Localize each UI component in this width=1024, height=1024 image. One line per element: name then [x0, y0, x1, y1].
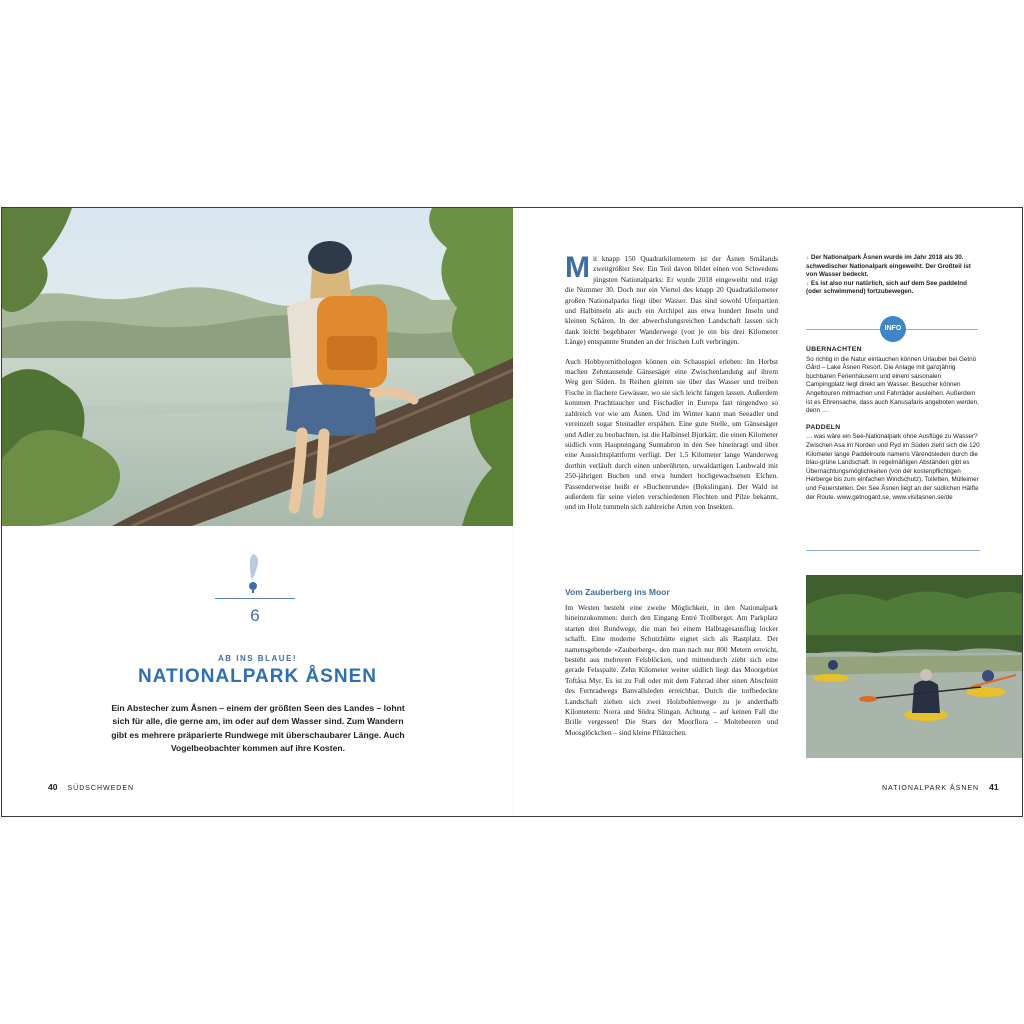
sidebar-text: So richtig in die Natur eintauchen können Urlauber bei Getnö Gård – Lake Åsnen Resort. Die Anlage mit ganzjährig buchbaren Ferienhäusern und einem saisonalen Campingplatz liegt direkt am Wasser. Besucher können Angeltouren mitmachen und Fahrräder ausleihen. Außerdem ist es Ehrensache, dass auch Kanusafaris angeboten werden, denn …	[806, 355, 979, 415]
sidebar-heading: PADDELN	[806, 423, 841, 431]
body-column-top	[565, 251, 778, 522]
caption-line: ↓ Der Nationalpark Åsnen wurde im Jahr 2018 als 30. schwedischer Nationalpark eingeweiht. Der Großteil ist von Wasser bedeckt.	[806, 254, 971, 279]
info-badge: INFO	[880, 316, 906, 342]
body-column-bottom	[565, 603, 778, 747]
chapter-number: 6	[250, 606, 260, 625]
arrow-icon: ↓	[806, 279, 810, 287]
page-title: NATIONALPARK ÅSNEN	[138, 666, 377, 687]
kayak-photo	[806, 575, 1023, 758]
sidebar-end-rule	[806, 550, 980, 551]
paragraph: Im Westen besteht eine zweite Möglichkeit, in den Nationalpark hineinzukommen: durch den Eingang Entré Trollberget. Am Parkplatz starten drei Rundwege, die man bei einem Halbtagesausflug locker schafft. Eine moderne Schutzhütte eignet sich als Rastplatz. Der namensgebende »Zauberberg«, den man nach nur 800 Metern erreicht, besteht aus mehreren Felsblöcken, und mittendurch zieht sich eine gerade Felsspalte. Zehn Kilometer weiter südlich liegt das Moorgebiet Toftåsa Myr. Es ist zu Fuß oder mit dem Fahrrad über einen Abschnitt des Fernradwegs Banvallsleden erreichbar. Durch die torfbedeckte Landschaft ziehen sich zwei Holzbohlenwege zu je anderthalb Kilometern: Norra und Södra Slingan. Achtung – auf keinen Fall die Brille vergessen! Die Stars der Moorflora – Moltebeeren und Moosglöckchen – sind kleine Pflänzchen.	[565, 603, 778, 737]
intro-text: Ein Abstecher zum Åsnen – einem der größten Seen des Landes – lohnt sich für alle, die gerne am, im oder auf dem Wasser sind. Zum Wandern gibt es mehrere präparierte Rundwege mit überschaubarer Länge. Auch Vogelbeobachter kommen auf ihre Kosten.	[111, 703, 405, 753]
arrow-icon: ↓	[806, 254, 810, 261]
page-number: 41	[989, 782, 999, 792]
photo-caption	[806, 254, 978, 297]
kicker: AB INS BLAUE!	[217, 654, 298, 663]
sidebar-heading: ÜBERNACHTEN	[806, 346, 862, 353]
folio-right	[882, 782, 999, 792]
info-sidebar	[806, 346, 980, 510]
dropcap: M	[565, 251, 590, 284]
sidebar-text: … was wäre ein See-Nationalpark ohne Ausflüge zu Wasser? Zwischen Asa im Norden und Ryd im Süden zieht sich die 120 Kilometer lange Paddelroute namens Värendsleden durch die blau-grüne Landschaft. In regelmäßigen Abständen gibt es Übernachtungsmöglichkeiten (von der kostenpflichtigen Herberge bis zum einfachen Windschutz), Toiletten, Mülleimer und Feuerstellen. Der See Åsnen liegt an der südlichen Hälfte der Route. www.getnogard.se, www.visitasnen.se/de	[806, 433, 980, 501]
gutter	[513, 208, 514, 816]
paragraph: Auch Hobbyornithologen können ein Schauspiel erleben: Im Herbst machen Zehntausende Gänsesäger eine Zwischenlandung auf ihrem Weg gen Süden. In Reihen gleiten sie über das Wasser und treiben Fische in flachere Gewässer, wo sie sich leicht fangen lassen. Außerdem kommen Prachttaucher und Fischadler in Europa fast nirgendwo so zahlreich vor wie am Åsnen. Und im Winter kann man Seeadler und vereinzelt sogar Steinadler erspähen. Eine gute Stelle, um Gänsesäger und Adler zu beobachten, ist die Halbinsel Bjurkärr, die einen Kilometer südlich vom Haupteingang Sunnabron in den See hineinragt und über eine Aussichtsplattform verfügt. Der 1,5 Kilometer lange Wanderweg dorthin verläuft durch einen unberührten, urwaldartigen Laubwald mit 250-jährigen Buchen und etwa hundert hochgewachsenen Eichen. Passenderweise heißt er »Buchenrunde« (Bokslingan). Der Wald ist außerdem für seine vielen verschiedenen Flechten und Pilze bekannt, und im Holz tummeln sich zahlreiche Arten von Insekten.	[565, 356, 778, 512]
book-spread	[1, 207, 1023, 817]
paragraph: Mit knapp 150 Quadratkilometern ist der Åsnen Smålands zweitgrößter See. Ein Teil davon bildet einen von Schwedens jüngsten Nationalparks: Er wurde 2018 eingeweiht und trägt die Nummer 30. Doch nur ein Viertel des knapp 20 Quadratkilometer großen Nationalparks liegt über Wasser. Das sind sowohl Uferpartien und Halbinseln als auch ein Archipel aus etwa hundert Inseln und kleinen Schären. In der abwechslungsreichen Landschaft lassen sich dank leicht begehbarer Wanderwege (von je ein bis drei Kilometer Länge) entspannte Stunden an der frischen Luft verbringen.	[565, 251, 778, 347]
location-pin-icon	[242, 552, 266, 594]
running-head: NATIONALPARK ÅSNEN	[882, 785, 980, 792]
running-head: SÜDSCHWEDEN	[67, 785, 135, 792]
caption-line: ↓ Es ist also nur natürlich, sich auf dem See paddelnd (oder schwimmend) fortzubewegen.	[806, 279, 967, 296]
sidebar-links[interactable]: www.getnogard.se, www.visitasnen.se/de	[837, 493, 953, 501]
section-subhead: Vom Zauberberg ins Moor	[565, 587, 670, 597]
hero-photo-hiker	[2, 208, 513, 526]
folio-left	[48, 782, 134, 792]
chapter-rule	[215, 598, 295, 599]
page-number: 40	[48, 782, 58, 792]
